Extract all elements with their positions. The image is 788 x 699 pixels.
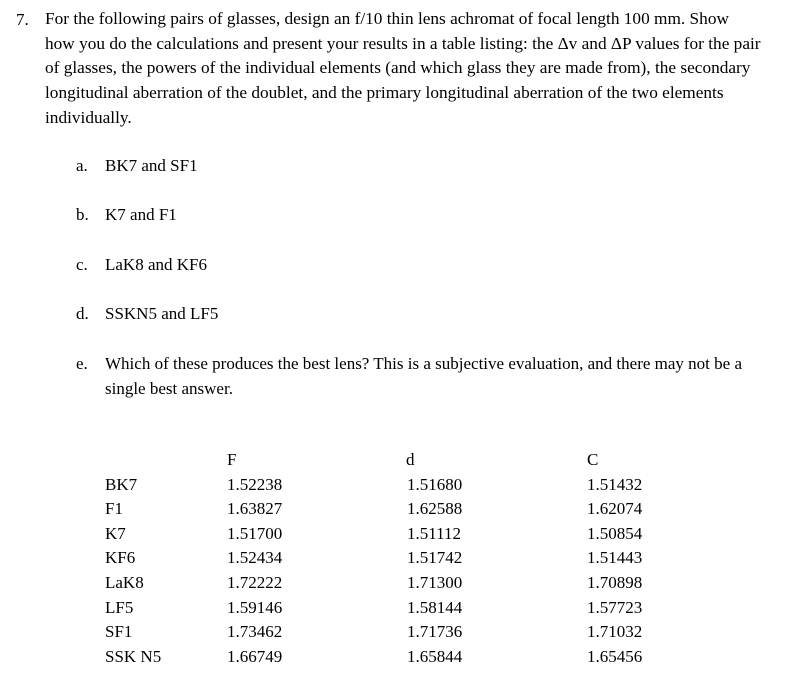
index-f-cell: 1.73462 (227, 622, 283, 642)
glass-name-cell: SF1 (105, 622, 133, 642)
index-c-cell: 1.51432 (587, 474, 643, 494)
index-c-cell: 1.65456 (587, 646, 643, 666)
table-row (0, 522, 788, 547)
index-f-cell: 1.52238 (227, 474, 283, 494)
part-letter: e. (76, 354, 88, 373)
glass-name-cell: SSK N5 (105, 646, 162, 666)
index-f-cell: 1.66749 (227, 646, 283, 666)
table-header-cell: C (587, 450, 599, 469)
table-row (0, 473, 788, 498)
glass-name-cell: LF5 (105, 597, 134, 617)
glass-name-cell: LaK8 (105, 572, 144, 592)
index-f-cell: 1.63827 (227, 499, 283, 519)
table-row (0, 596, 788, 621)
glass-name-cell: KF6 (105, 548, 136, 568)
part-text: LaK8 and KF6 (105, 255, 207, 274)
index-d-cell: 1.65844 (407, 646, 463, 666)
index-c-cell: 1.50854 (587, 523, 643, 543)
index-c-cell: 1.51443 (587, 548, 643, 568)
table-row (0, 571, 788, 596)
table-header-cell: F (227, 450, 237, 469)
index-d-cell: 1.71300 (407, 572, 463, 592)
glass-name-cell: BK7 (105, 474, 138, 494)
index-d-cell: 1.51742 (407, 548, 463, 568)
index-d-cell: 1.62588 (407, 499, 463, 519)
index-c-cell: 1.57723 (587, 597, 643, 617)
index-d-cell: 1.51680 (407, 474, 463, 494)
question-number: 7. (16, 10, 29, 29)
part-text: BK7 and SF1 (105, 156, 198, 175)
index-c-cell: 1.62074 (587, 499, 643, 519)
index-c-cell: 1.70898 (587, 572, 643, 592)
part-letter: a. (76, 156, 88, 175)
glass-name-cell: F1 (105, 499, 123, 519)
glass-name-cell: K7 (105, 523, 126, 543)
index-c-cell: 1.71032 (587, 622, 643, 642)
question-text: For the following pairs of glasses, design an f/10 thin lens achromat of focal length 100 mm. Show how you do the calculations and present your results in a table listing: the Δv and ΔP values for the pair of glasses, the powers of the individual elements (and which glass they are made from), the secondary longitudinal aberration of the doublet, and the primary longitudinal aberration of the two elements individually. (45, 9, 761, 127)
part-text: SSKN5 and LF5 (105, 304, 219, 323)
index-f-cell: 1.59146 (227, 597, 283, 617)
index-d-cell: 1.51112 (407, 523, 461, 543)
index-d-cell: 1.71736 (407, 622, 463, 642)
table-header-row (0, 448, 788, 473)
index-f-cell: 1.52434 (227, 548, 283, 568)
part-letter: d. (76, 304, 89, 323)
part-text: K7 and F1 (105, 205, 177, 224)
refractive-index-table (0, 448, 788, 669)
part-text: Which of these produces the best lens? This is a subjective evaluation, and there may not be a single best answer. (105, 354, 742, 398)
table-row (0, 497, 788, 522)
index-f-cell: 1.72222 (227, 572, 283, 592)
table-row (0, 620, 788, 645)
index-d-cell: 1.58144 (407, 597, 463, 617)
part-letter: c. (76, 255, 88, 274)
index-f-cell: 1.51700 (227, 523, 283, 543)
table-header-cell: d (406, 450, 415, 469)
part-letter: b. (76, 205, 89, 224)
table-row (0, 546, 788, 571)
table-row (0, 645, 788, 670)
